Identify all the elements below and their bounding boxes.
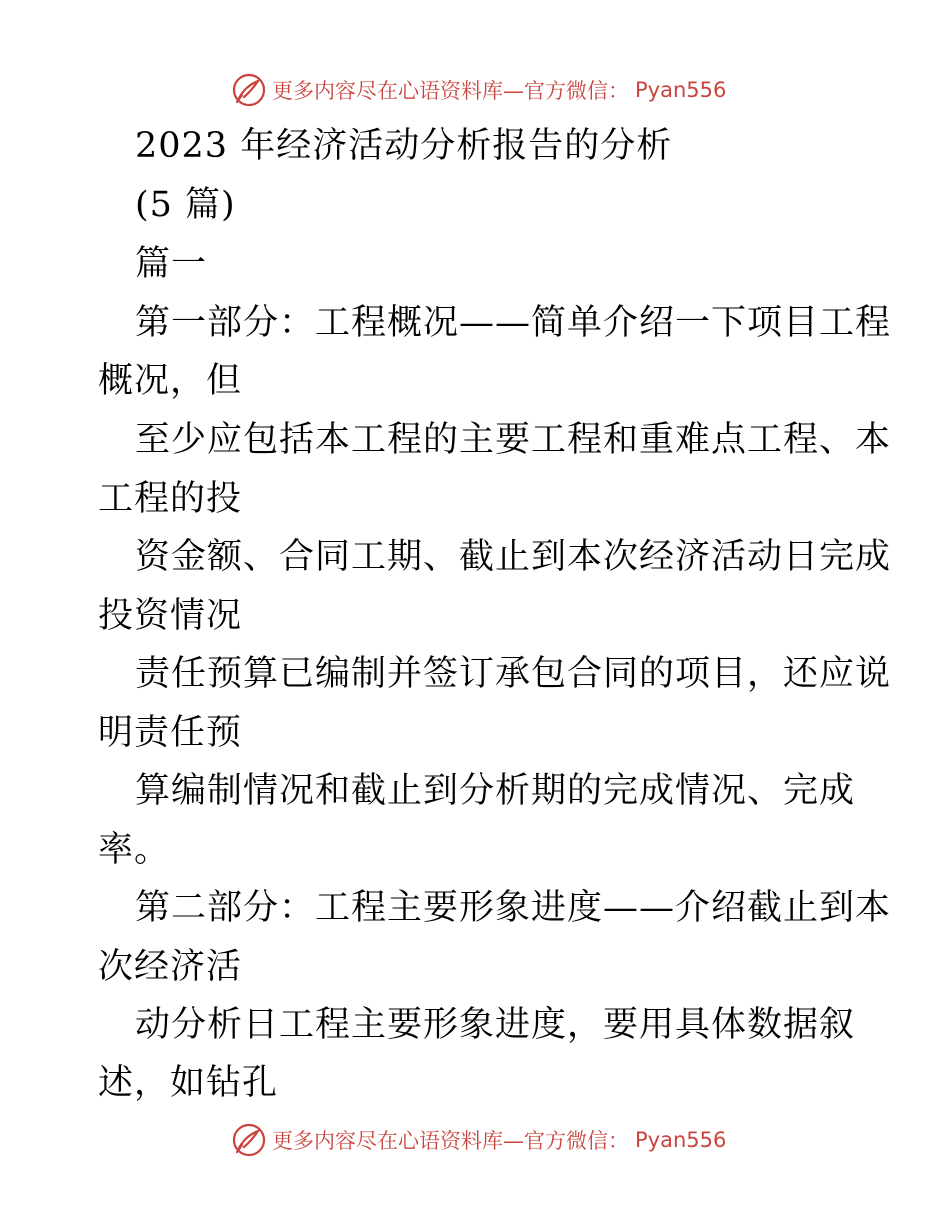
document-title: 2023 年经济活动分析报告的分析: [135, 126, 673, 166]
paragraph-line: 率。: [98, 830, 171, 870]
section-heading: 篇一: [135, 244, 208, 284]
header-watermark: [232, 70, 726, 110]
paragraph-line: 第一部分：工程概况——简单介绍一下项目工程: [135, 303, 892, 343]
paragraph-line: 概况，但: [98, 361, 243, 401]
paragraph-line: 至少应包括本工程的主要工程和重难点工程、本: [135, 420, 892, 460]
feather-pen-logo-icon: [232, 73, 266, 107]
paragraph-line: 算编制情况和截止到分析期的完成情况、完成: [135, 771, 856, 811]
watermark-text: 更多内容尽在心语资料库—官方微信：: [272, 79, 629, 103]
watermark-handle: Pyan556: [635, 1128, 727, 1152]
feather-pen-logo-icon: [232, 1123, 266, 1157]
paragraph-line: 动分析日工程主要形象进度，要用具体数据叙: [135, 1005, 856, 1045]
watermark-text: 更多内容尽在心语资料库—官方微信：: [272, 1129, 629, 1153]
paragraph-line: 工程的投: [98, 479, 243, 519]
paragraph-line: 责任预算已编制并签订承包合同的项目，还应说: [135, 654, 892, 694]
paragraph-line: 第二部分：工程主要形象进度——介绍截止到本: [135, 888, 892, 928]
footer-watermark: [232, 1120, 726, 1160]
paragraph-line: 明责任预: [98, 713, 243, 753]
paragraph-line: 次经济活: [98, 947, 243, 987]
document-subtitle: (5 篇): [135, 185, 236, 225]
paragraph-line: 资金额、合同工期、截止到本次经济活动日完成: [135, 537, 892, 577]
paragraph-line: 述，如钻孔: [98, 1063, 279, 1103]
paragraph-line: 投资情况: [98, 596, 243, 636]
watermark-handle: Pyan556: [635, 78, 727, 102]
